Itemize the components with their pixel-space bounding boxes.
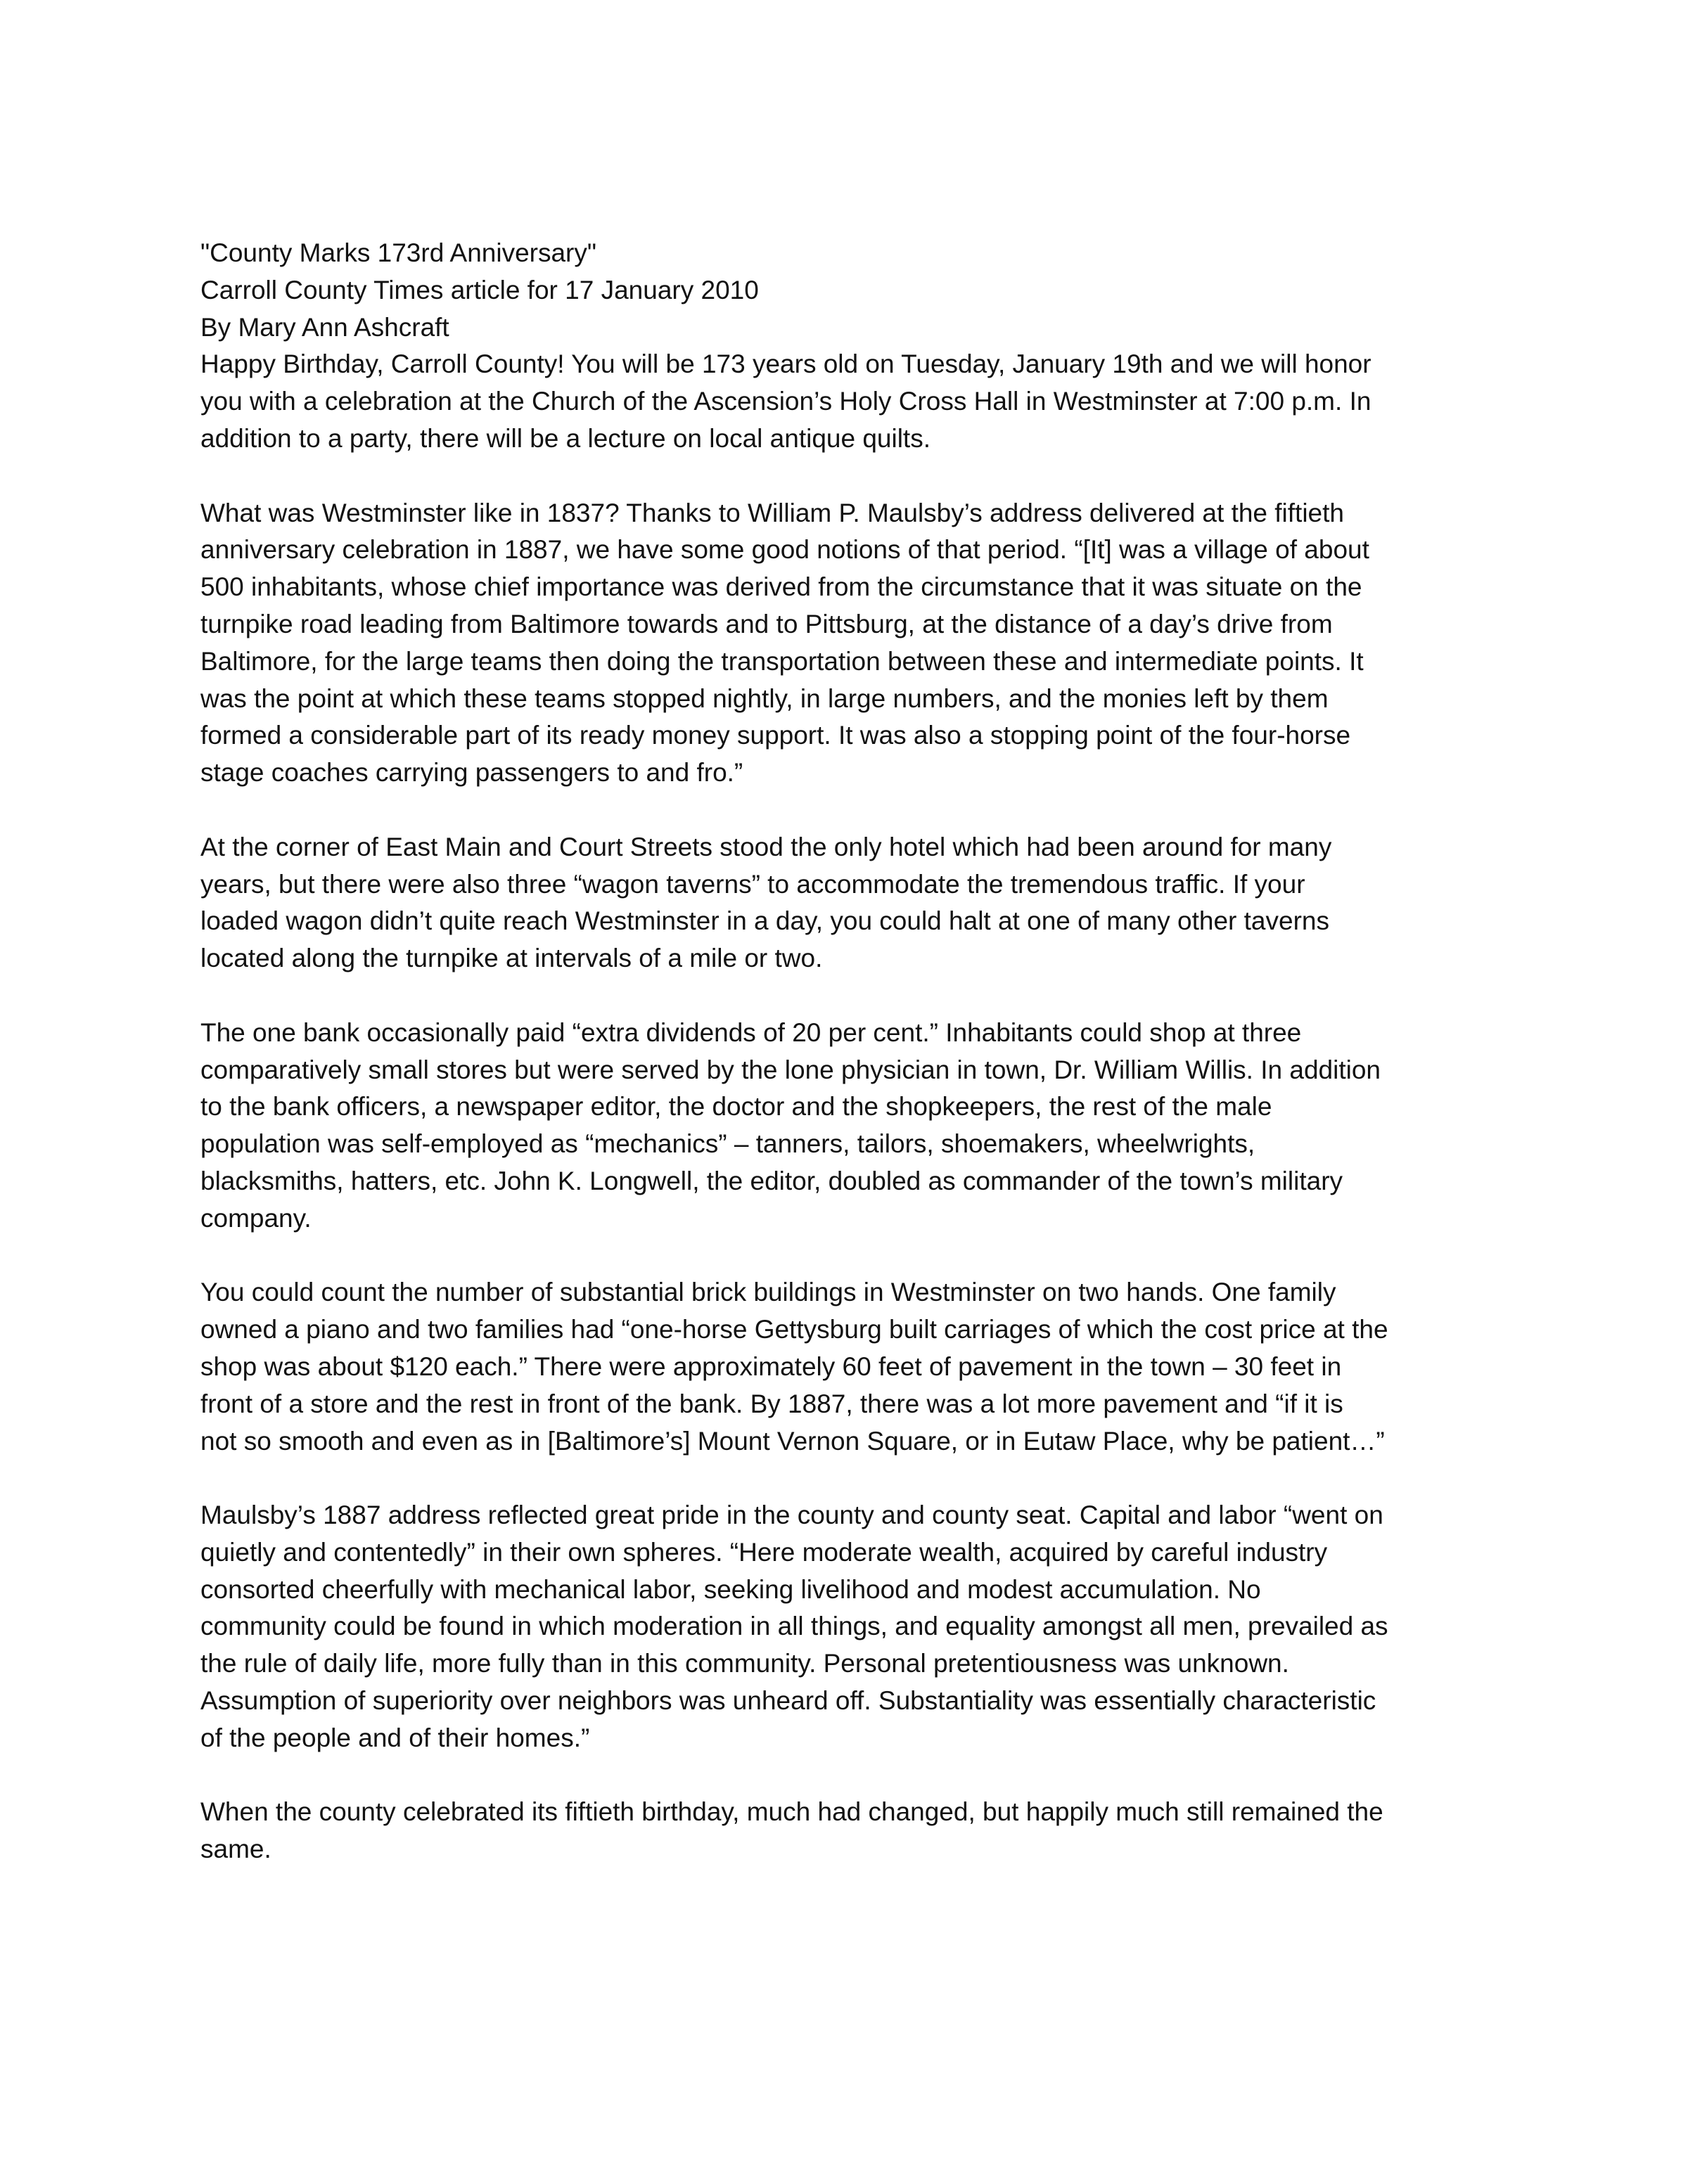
- document-page: [200, 235, 1523, 1906]
- paragraph-intro: Happy Birthday, Carroll County! You will be 173 years old on Tuesday, January 19th and we will honor you with a celebration at the Church of the Ascension’s Holy Cross Hall in Westminster at 7:00 p.m. In addition to a party, there will be a lecture on local antique quilts.: [200, 349, 1372, 453]
- article-source: Carroll County Times article for 17 January 2010: [200, 275, 759, 304]
- paragraph-hotel-taverns: At the corner of East Main and Court Streets stood the only hotel which had been around for many years, but there were also three “wagon taverns” to accommodate the tremendous traffic. If your loaded wagon didn’t quite reach Westminster in a day, you could halt at one of many other taverns located along the turnpike at intervals of a mile or two.: [200, 832, 1332, 973]
- paragraph-westminster-1837: What was Westminster like in 1837? Thanks to William P. Maulsby’s address delivered at the fiftieth anniversary celebration in 1887, we have some good notions of that period. “[It] was a village of about 500 inhabitants, whose chief importance was derived from the circumstance that it was situate on the turnpike road leading from Baltimore towards and to Pittsburg, at the distance of a day’s drive from Baltimore, for the large teams then doing the transportation between these and intermediate points. It was the point at which these teams stopped nightly, in large numbers, and the monies left by them formed a considerable part of its ready money support. It was also a stopping point of the four-horse stage coaches carrying passengers to and fro.”: [200, 498, 1369, 788]
- paragraph-conclusion: When the county celebrated its fiftieth birthday, much had changed, but happily much still remained the same.: [200, 1797, 1383, 1864]
- article-byline: By Mary Ann Ashcraft: [200, 312, 449, 342]
- article-title: "County Marks 173rd Anniversary": [200, 238, 597, 267]
- paragraph-maulsby-address: Maulsby’s 1887 address reflected great pride in the county and county seat. Capital and labor “went on quietly and contentedly” in their own spheres. “Here moderate wealth, acquired by careful industry consorted cheerfully with mechanical labor, seeking livelihood and modest accumulation. No community could be found in which moderation in all things, and equality amongst all men, prevailed as the rule of daily life, more fully than in this community. Personal pretentiousness was unknown. Assumption of superiority over neighbors was unheard off. Substantiality was essentially characteristic of the people and of their homes.”: [200, 1501, 1388, 1752]
- paragraph-buildings-pavement: You could count the number of substantial brick buildings in Westminster on two hands. One family owned a piano and two families had “one-horse Gettysburg built carriages of which the cost price at the shop was about $120 each.” There were approximately 60 feet of pavement in the town – 30 feet in front of a store and the rest in front of the bank. By 1887, there was a lot more pavement and “if it is not so smooth and even as in [Baltimore’s] Mount Vernon Square, or in Eutaw Place, why be patient…”: [200, 1278, 1388, 1456]
- paragraph-bank-population: The one bank occasionally paid “extra dividends of 20 per cent.” Inhabitants could shop at three comparatively small stores but were served by the lone physician in town, Dr. William Willis. In addition to the bank officers, a newspaper editor, the doctor and the shopkeepers, the rest of the male population was self-employed as “mechanics” – tanners, tailors, shoemakers, wheelwrights, blacksmiths, hatters, etc. John K. Longwell, the editor, doubled as commander of the town’s military company.: [200, 1017, 1381, 1233]
